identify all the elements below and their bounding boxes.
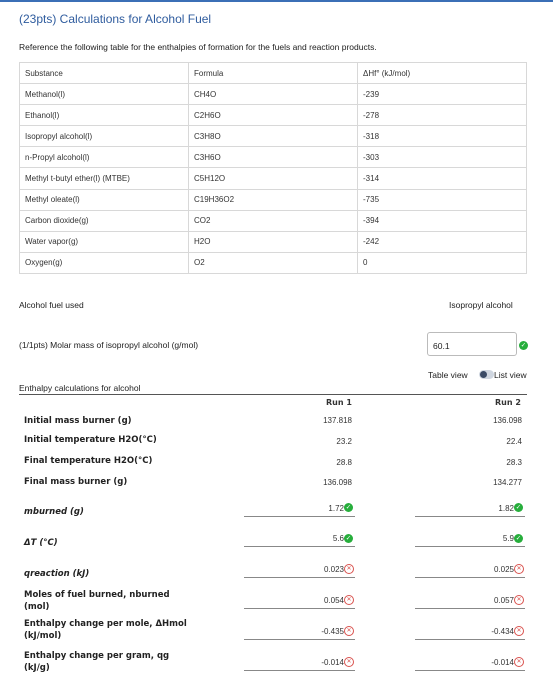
enthalpy-cell: -278 <box>358 105 527 126</box>
check-icon: ✓ <box>520 341 527 349</box>
final-temp-label: Final temperature H2O(°C) <box>24 456 153 466</box>
formula-cell: C5H12O <box>189 168 358 189</box>
fuel-value: Isopropyl alcohol <box>449 300 513 310</box>
final-temp-run2: 28.3 <box>506 458 522 467</box>
table-row <box>20 105 527 126</box>
answer-underline <box>244 516 355 517</box>
answer-underline <box>244 577 355 578</box>
final-temp-run1: 28.8 <box>336 458 352 467</box>
m-burned-run1[interactable]: 1.72 <box>328 504 344 513</box>
enthalpy-cell: -318 <box>358 126 527 147</box>
delta-t-label: ΔT (°C) <box>24 538 58 548</box>
formula-cell: C19H36O2 <box>189 189 358 210</box>
incorrect-icon: ✕ <box>344 595 354 605</box>
answer-underline <box>415 516 525 517</box>
formula-cell: C3H6O <box>189 147 358 168</box>
answer-underline <box>244 639 355 640</box>
header-formula: Formula <box>189 63 358 84</box>
substance-cell: Methyl t-butyl ether(l) (MTBE) <box>20 168 189 189</box>
m-burned-label: mburned (g) <box>24 507 84 517</box>
final-mass-run2: 134.277 <box>493 478 522 487</box>
run1-header: Run 1 <box>326 398 352 407</box>
enthalpy-cell: -735 <box>358 189 527 210</box>
enthalpy-per-mole-run1[interactable]: -0.435 <box>321 627 344 636</box>
incorrect-icon: ✕ <box>344 564 354 574</box>
molar-mass-input[interactable]: 60.1 <box>427 332 517 356</box>
incorrect-icon: ✕ <box>344 626 354 636</box>
table-row <box>20 189 527 210</box>
intro-text: Reference the following table for the enthalpies of formation for the fuels and reaction products. <box>19 42 377 52</box>
delta-t-run1[interactable]: 5.6 <box>332 534 344 543</box>
initial-mass-label: Initial mass burner (g) <box>24 416 132 426</box>
incorrect-icon: ✕ <box>344 657 354 667</box>
table-row <box>20 231 527 252</box>
enthalpy-per-mole-label: Enthalpy change per mole, ΔHmol (kJ/mol) <box>24 619 187 641</box>
enthalpy-per-mole-run2[interactable]: -0.434 <box>491 627 514 636</box>
toggle-knob <box>480 371 487 378</box>
q-reaction-label: qreaction (kJ) <box>24 569 90 579</box>
answer-underline <box>244 546 355 547</box>
enthalpy-cell: 0 <box>358 252 527 273</box>
check-icon: ✓ <box>515 503 522 511</box>
molar-mass-label: (1/1pts) Molar mass of isopropyl alcohol (g/mol) <box>19 340 199 350</box>
enthalpy-per-gram-label: Enthalpy change per gram, qg (kJ/g) <box>24 651 170 673</box>
final-mass-run1: 136.098 <box>323 478 352 487</box>
initial-temp-run2: 22.4 <box>506 437 522 446</box>
enthalpy-reference-table <box>19 62 527 274</box>
answer-underline <box>415 608 525 609</box>
enthalpy-cell: -394 <box>358 210 527 231</box>
substance-cell: Carbon dioxide(g) <box>20 210 189 231</box>
top-accent-line <box>0 0 553 2</box>
table-row <box>20 252 527 273</box>
final-mass-label: Final mass burner (g) <box>24 477 128 487</box>
section-divider <box>19 394 527 395</box>
incorrect-icon: ✕ <box>514 564 524 574</box>
answer-underline <box>244 670 355 671</box>
fuel-label: Alcohol fuel used <box>19 300 84 310</box>
initial-temp-run1: 23.2 <box>336 437 352 446</box>
q-reaction-run2[interactable]: 0.025 <box>493 565 514 574</box>
initial-mass-run2: 136.098 <box>493 416 522 425</box>
check-icon: ✓ <box>515 534 522 542</box>
enthalpy-per-gram-run1[interactable]: -0.014 <box>321 658 344 667</box>
table-row <box>20 126 527 147</box>
incorrect-icon: ✕ <box>514 626 524 636</box>
view-toggle-switch[interactable] <box>479 370 494 379</box>
table-row <box>20 147 527 168</box>
header-enthalpy: ΔHf° (kJ/mol) <box>358 63 527 84</box>
delta-t-run2[interactable]: 5.9 <box>502 534 514 543</box>
page-title: (23pts) Calculations for Alcohol Fuel <box>19 12 212 26</box>
table-row <box>20 84 527 105</box>
enthalpy-cell: -303 <box>358 147 527 168</box>
formula-cell: CO2 <box>189 210 358 231</box>
initial-mass-run1: 137.818 <box>323 416 352 425</box>
formula-cell: H2O <box>189 231 358 252</box>
check-icon: ✓ <box>345 503 352 511</box>
substance-cell: Isopropyl alcohol(l) <box>20 126 189 147</box>
run2-header: Run 2 <box>495 398 521 407</box>
substance-cell: Water vapor(g) <box>20 231 189 252</box>
enthalpy-cell: -314 <box>358 168 527 189</box>
answer-underline <box>415 639 525 640</box>
list-view-label[interactable]: List view <box>494 370 527 380</box>
answer-underline <box>244 608 355 609</box>
formula-cell: CH4O <box>189 84 358 105</box>
m-burned-run2[interactable]: 1.82 <box>498 504 514 513</box>
enthalpy-per-gram-run2[interactable]: -0.014 <box>491 658 514 667</box>
incorrect-icon: ✕ <box>514 657 524 667</box>
enthalpy-cell: -242 <box>358 231 527 252</box>
enthalpy-cell: -239 <box>358 84 527 105</box>
substance-cell: Methanol(l) <box>20 84 189 105</box>
enthalpy-section-label: Enthalpy calculations for alcohol <box>19 383 141 393</box>
moles-burned-run2[interactable]: 0.057 <box>493 596 514 605</box>
check-icon: ✓ <box>345 534 352 542</box>
table-view-label[interactable]: Table view <box>428 370 468 380</box>
header-substance: Substance <box>20 63 189 84</box>
table-row <box>20 210 527 231</box>
formula-cell: C3H8O <box>189 126 358 147</box>
table-header-row <box>20 63 527 84</box>
answer-underline <box>415 546 525 547</box>
table-row <box>20 168 527 189</box>
q-reaction-run1[interactable]: 0.023 <box>323 565 344 574</box>
initial-temp-label: Initial temperature H2O(°C) <box>24 435 157 445</box>
formula-cell: C2H6O <box>189 105 358 126</box>
formula-cell: O2 <box>189 252 358 273</box>
moles-burned-run1[interactable]: 0.054 <box>323 596 344 605</box>
substance-cell: Ethanol(l) <box>20 105 189 126</box>
substance-cell: Oxygen(g) <box>20 252 189 273</box>
substance-cell: Methyl oleate(l) <box>20 189 189 210</box>
incorrect-icon: ✕ <box>514 595 524 605</box>
answer-underline <box>415 670 525 671</box>
moles-burned-label: Moles of fuel burned, nburned (mol) <box>24 590 170 612</box>
answer-underline <box>415 577 525 578</box>
substance-cell: n-Propyl alcohol(l) <box>20 147 189 168</box>
